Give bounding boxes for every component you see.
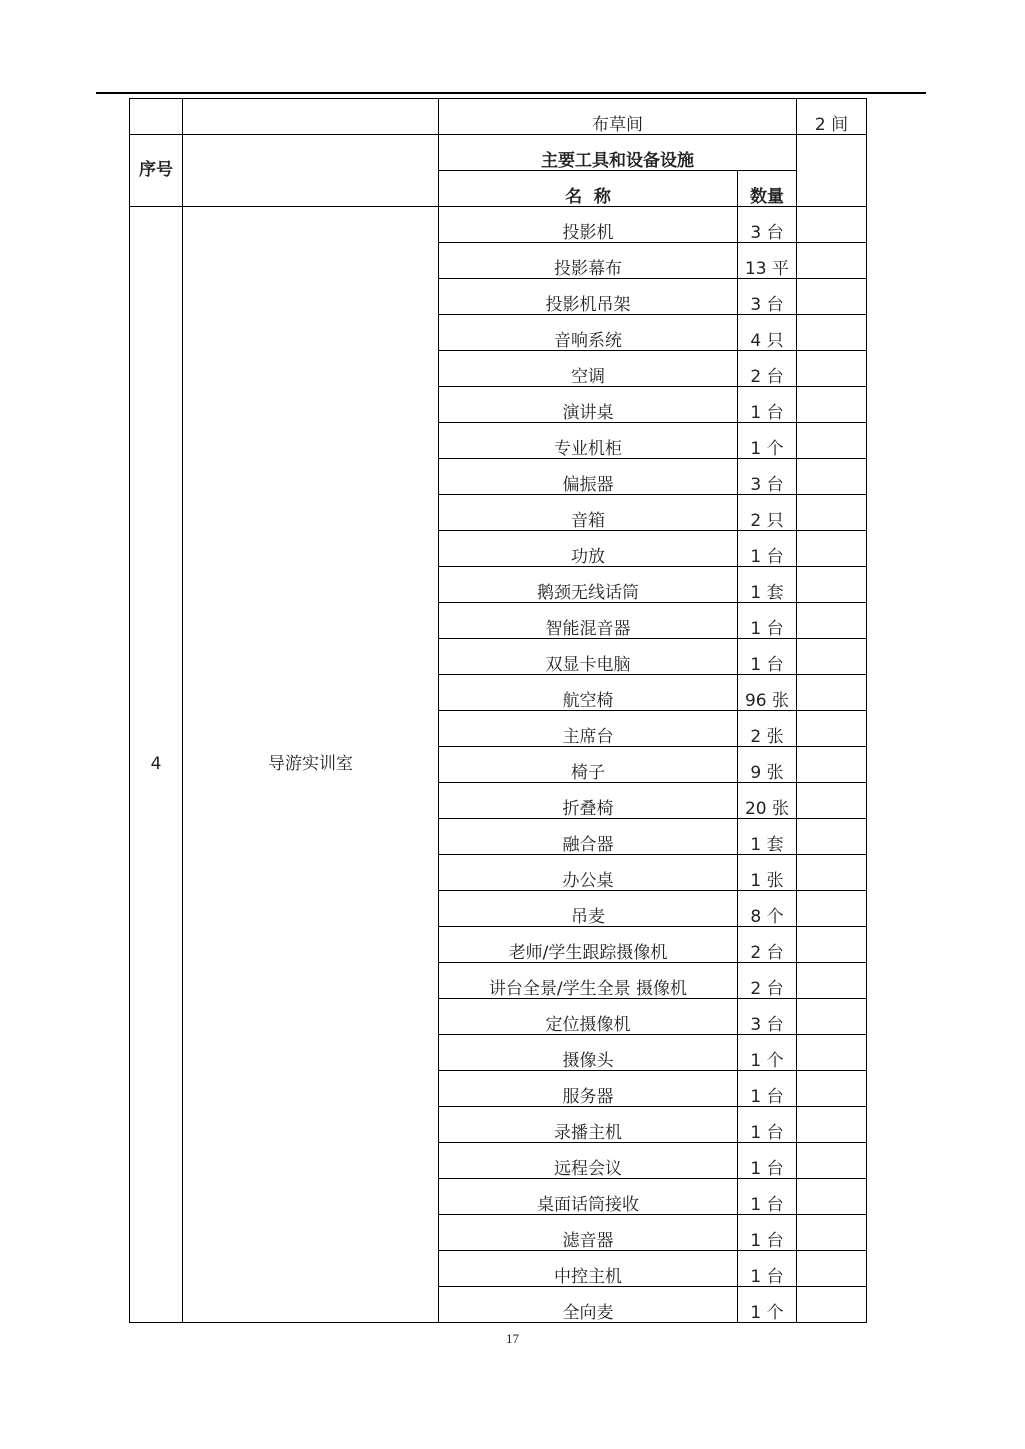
item-name: 演讲桌 <box>439 387 738 423</box>
remark-cell <box>797 1287 867 1323</box>
item-qty: 96 张 <box>738 675 797 711</box>
item-qty: 2 只 <box>738 495 797 531</box>
remark-cell <box>797 927 867 963</box>
remark-cell <box>797 243 867 279</box>
item-name: 全向麦 <box>439 1287 738 1323</box>
item-name: 滤音器 <box>439 1215 738 1251</box>
remark-cell <box>797 783 867 819</box>
prev-room-cell <box>183 99 439 135</box>
remark-cell <box>797 315 867 351</box>
item-qty: 1 个 <box>738 1035 797 1071</box>
item-name: 讲台全景/学生全景 摄像机 <box>439 963 738 999</box>
remark-cell <box>797 279 867 315</box>
item-name: 投影幕布 <box>439 243 738 279</box>
remark-cell <box>797 819 867 855</box>
remark-cell <box>797 1215 867 1251</box>
remark-cell <box>797 963 867 999</box>
item-qty: 2 台 <box>738 927 797 963</box>
remark-cell <box>797 1179 867 1215</box>
qty-col-header: 数量 <box>738 171 797 207</box>
item-qty: 1 个 <box>738 1287 797 1323</box>
header-row-1 <box>130 135 867 171</box>
item-name: 椅子 <box>439 747 738 783</box>
prev-item-name: 布草间 <box>439 99 797 135</box>
item-name: 折叠椅 <box>439 783 738 819</box>
item-qty: 2 张 <box>738 711 797 747</box>
item-name: 办公桌 <box>439 855 738 891</box>
table-row <box>130 207 867 243</box>
item-name: 功放 <box>439 531 738 567</box>
remark-cell <box>797 531 867 567</box>
item-name: 投影机吊架 <box>439 279 738 315</box>
remark-cell <box>797 1143 867 1179</box>
remark-cell <box>797 1251 867 1287</box>
room-cell: 导游实训室 <box>183 207 439 1323</box>
prev-row <box>130 99 867 135</box>
remark-cell <box>797 855 867 891</box>
item-qty: 3 台 <box>738 999 797 1035</box>
prev-seq-cell <box>130 99 183 135</box>
item-name: 中控主机 <box>439 1251 738 1287</box>
item-name: 服务器 <box>439 1071 738 1107</box>
remark-cell <box>797 567 867 603</box>
remark-cell <box>797 999 867 1035</box>
remark-cell <box>797 1107 867 1143</box>
remark-cell <box>797 603 867 639</box>
remark-cell <box>797 891 867 927</box>
remark-cell <box>797 747 867 783</box>
item-qty: 1 台 <box>738 1251 797 1287</box>
seq-cell: 4 <box>130 207 183 1323</box>
item-name: 远程会议 <box>439 1143 738 1179</box>
remark-cell <box>797 495 867 531</box>
item-name: 老师/学生跟踪摄像机 <box>439 927 738 963</box>
item-qty: 1 套 <box>738 567 797 603</box>
item-name: 投影机 <box>439 207 738 243</box>
seq-header: 序号 <box>130 135 183 207</box>
name-col-header: 名 称 <box>439 171 738 207</box>
item-name: 主席台 <box>439 711 738 747</box>
item-qty: 1 台 <box>738 1107 797 1143</box>
remark-cell <box>797 1035 867 1071</box>
item-qty: 1 台 <box>738 639 797 675</box>
item-qty: 20 张 <box>738 783 797 819</box>
item-name: 音响系统 <box>439 315 738 351</box>
item-qty: 1 台 <box>738 603 797 639</box>
equipment-table <box>129 98 867 1323</box>
remark-cell <box>797 711 867 747</box>
item-qty: 1 台 <box>738 531 797 567</box>
item-qty: 1 张 <box>738 855 797 891</box>
item-name: 双显卡电脑 <box>439 639 738 675</box>
prev-item-qty: 2 间 <box>797 99 867 135</box>
item-name: 定位摄像机 <box>439 999 738 1035</box>
item-name: 鹅颈无线话筒 <box>439 567 738 603</box>
remark-cell <box>797 459 867 495</box>
item-qty: 4 只 <box>738 315 797 351</box>
remark-cell <box>797 1071 867 1107</box>
item-name: 录播主机 <box>439 1107 738 1143</box>
item-qty: 1 台 <box>738 1071 797 1107</box>
item-qty: 3 台 <box>738 279 797 315</box>
item-name: 偏振器 <box>439 459 738 495</box>
remark-cell <box>797 351 867 387</box>
item-name: 桌面话筒接收 <box>439 1179 738 1215</box>
item-name: 专业机柜 <box>439 423 738 459</box>
remark-cell <box>797 639 867 675</box>
room-header <box>183 135 439 207</box>
item-qty: 1 台 <box>738 1215 797 1251</box>
item-qty: 2 台 <box>738 963 797 999</box>
page-number: 17 <box>506 1331 519 1346</box>
remark-header <box>797 135 867 207</box>
item-qty: 1 台 <box>738 1143 797 1179</box>
item-qty: 3 台 <box>738 459 797 495</box>
item-qty: 1 台 <box>738 1179 797 1215</box>
item-qty: 1 套 <box>738 819 797 855</box>
item-name: 吊麦 <box>439 891 738 927</box>
item-qty: 3 台 <box>738 207 797 243</box>
item-qty: 9 张 <box>738 747 797 783</box>
item-qty: 1 台 <box>738 387 797 423</box>
item-qty: 13 平 <box>738 243 797 279</box>
header-rule <box>96 92 926 94</box>
item-name: 空调 <box>439 351 738 387</box>
item-name: 音箱 <box>439 495 738 531</box>
item-name: 摄像头 <box>439 1035 738 1071</box>
item-qty: 1 个 <box>738 423 797 459</box>
remark-cell <box>797 675 867 711</box>
item-qty: 2 台 <box>738 351 797 387</box>
item-qty: 8 个 <box>738 891 797 927</box>
remark-cell <box>797 387 867 423</box>
item-name: 航空椅 <box>439 675 738 711</box>
remark-cell <box>797 423 867 459</box>
item-name: 融合器 <box>439 819 738 855</box>
remark-cell <box>797 207 867 243</box>
item-name: 智能混音器 <box>439 603 738 639</box>
equipment-header: 主要工具和设备设施 <box>439 135 797 171</box>
